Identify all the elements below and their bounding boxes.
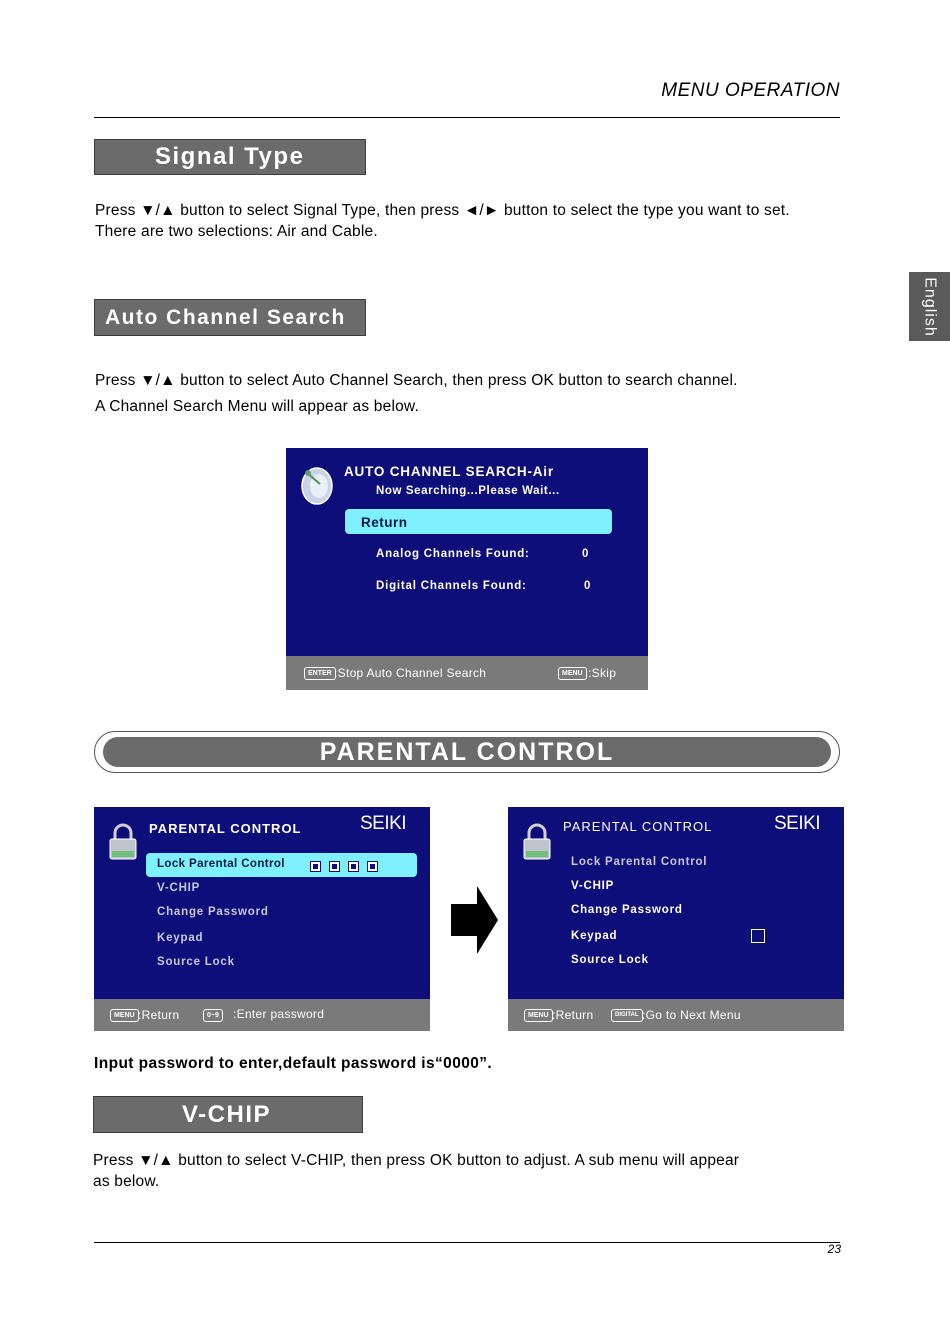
parental-screen-password [94, 807, 430, 1031]
language-tab-label: English [921, 276, 939, 337]
parental-screen-menu [508, 807, 844, 1031]
page-header-title: MENU OPERATION [661, 80, 840, 101]
vchip-text-2: as below. [93, 1173, 160, 1190]
signal-type-text-2: There are two selections: Air and Cable. [95, 223, 378, 240]
password-digit-3 [348, 861, 359, 872]
digital-found-label: Digital Channels Found: [376, 580, 527, 592]
header-rule [94, 117, 840, 118]
password-entry[interactable] [310, 859, 386, 877]
menu-key-icon: MENU [110, 1009, 139, 1022]
parental-screen-bottom-bar [94, 999, 430, 1031]
return-button[interactable] [345, 509, 612, 534]
seiki-logo: SEIKI [774, 813, 821, 834]
return-hint: :Return [138, 1008, 180, 1022]
parental-control-heading: PARENTAL CONTROL [103, 737, 831, 767]
signal-type-text-1: Press ▼/▲ button to select Signal Type, then press ◄/► button to select the type you want to set. [95, 202, 790, 219]
padlock-icon [108, 823, 138, 861]
vchip-text-1: Press ▼/▲ button to select V-CHIP, then press OK button to adjust. A sub menu will appear [93, 1152, 740, 1169]
signal-type-heading: Signal Type [94, 139, 366, 175]
language-tab [909, 272, 950, 341]
digital-key-icon: DIGITAL [611, 1009, 643, 1022]
page-number: 23 [827, 1242, 841, 1256]
number-keys-icon: 0~9 [203, 1009, 223, 1022]
keypad-item[interactable]: Keypad [157, 932, 204, 944]
vchip-item[interactable]: V-CHIP [571, 880, 615, 892]
analog-found-label: Analog Channels Found: [376, 548, 530, 560]
padlock-icon [522, 823, 552, 861]
satellite-dish-icon [298, 464, 336, 506]
lock-parental-control-item[interactable]: Lock Parental Control [571, 856, 708, 868]
menu-key-icon: MENU [558, 667, 587, 680]
default-password-note: Input password to enter,default password is“0000”. [94, 1055, 493, 1072]
parental-screen-title: PARENTAL CONTROL [563, 819, 713, 834]
change-password-item[interactable]: Change Password [571, 904, 683, 916]
lock-parental-control-label: Lock Parental Control [157, 858, 285, 870]
keypad-item[interactable]: Keypad [571, 930, 618, 942]
arrow-right-icon [451, 886, 498, 954]
skip-hint: :Skip [588, 666, 617, 680]
stop-search-hint: :Stop Auto Channel Search [334, 666, 487, 680]
seiki-logo: SEIKI [360, 813, 407, 834]
enter-key-icon: ENTER [304, 667, 336, 680]
return-label: Return [361, 515, 408, 530]
source-lock-item[interactable]: Source Lock [571, 954, 649, 966]
source-lock-item[interactable]: Source Lock [157, 956, 235, 968]
lock-parental-control-item[interactable] [146, 853, 417, 877]
digital-found-value: 0 [584, 580, 592, 592]
search-status: Now Searching...Please Wait... [376, 485, 560, 497]
analog-found-value: 0 [582, 548, 590, 560]
password-digit-2 [329, 861, 340, 872]
enter-password-hint: :Enter password [233, 1007, 325, 1021]
channel-search-screen [286, 448, 648, 690]
next-menu-hint: :Go to Next Menu [642, 1008, 741, 1022]
parental-control-banner [94, 731, 840, 773]
auto-channel-text-1: Press ▼/▲ button to select Auto Channel Search, then press OK button to search channel. [95, 372, 738, 389]
change-password-item[interactable]: Change Password [157, 906, 269, 918]
parental-screen-title: PARENTAL CONTROL [149, 821, 302, 836]
menu-key-icon: MENU [524, 1009, 553, 1022]
password-digit-1 [310, 861, 321, 872]
password-digit-4 [367, 861, 378, 872]
search-screen-title: AUTO CHANNEL SEARCH-Air [344, 464, 554, 479]
parental-screen-bottom-bar [508, 999, 844, 1031]
search-screen-bottom-bar [286, 656, 648, 690]
return-hint: :Return [552, 1008, 594, 1022]
vchip-heading: V-CHIP [93, 1096, 363, 1133]
footer-rule [94, 1242, 840, 1243]
keypad-lock-checkbox[interactable] [751, 929, 765, 943]
auto-channel-text-2: A Channel Search Menu will appear as below. [95, 398, 419, 415]
vchip-item[interactable]: V-CHIP [157, 882, 201, 894]
auto-channel-heading: Auto Channel Search [94, 299, 366, 336]
